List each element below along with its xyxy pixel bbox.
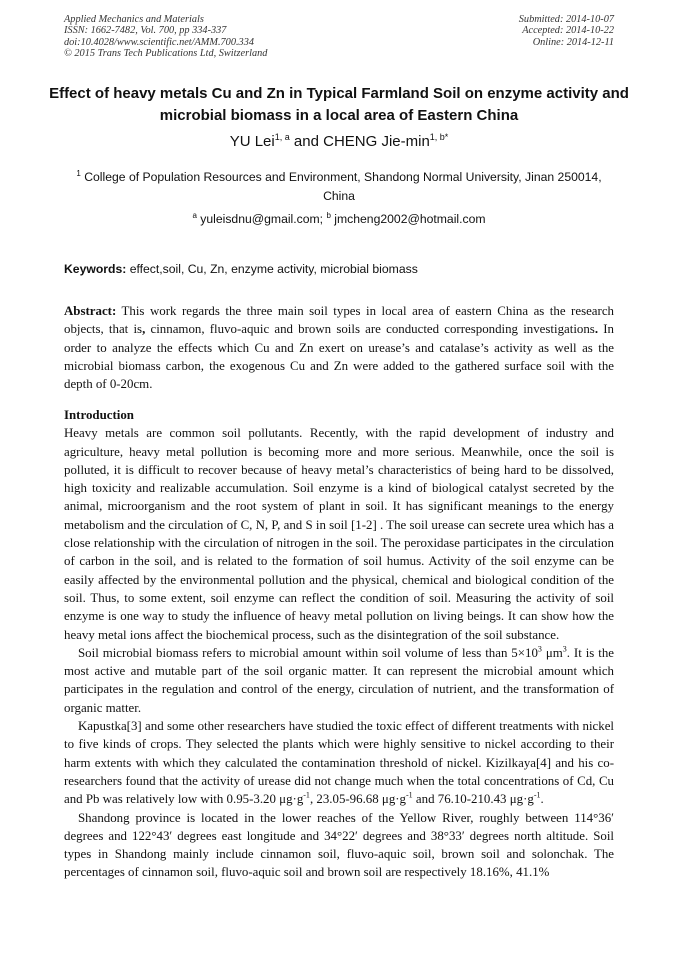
introduction-section [64, 406, 614, 882]
p3-sup-2: -1 [406, 790, 413, 800]
abstract-period: . [594, 322, 599, 337]
author-emails [0, 211, 678, 227]
p3-text-d: . [540, 792, 544, 807]
author-2: CHENG Jie-min [323, 133, 430, 150]
introduction-heading: Introduction [64, 408, 134, 422]
copyright-line: © 2015 Trans Tech Publications Ltd, Switzerland [64, 48, 268, 60]
p3-sup-3: -1 [533, 790, 541, 800]
p3-text-a: Kapustka[3] and some other researchers have studied the toxic effect of different treatments with nickel to five kinds of crops. They selected the plants which were highly sensitive to nickel according to their harm extents with which they calculated the contamination threshold of nickel. Kizilkaya[4] and his co-researchers found that the activity of urease did not change much when the total concentrations of Cd, Cu and Pb was relatively low with 0.95-3.20 μg·g [64, 719, 614, 807]
paper-title: Effect of heavy metals Cu and Zn in Typical Farmland Soil on enzyme activity and microbial biomass in a local area of Eastern China [49, 85, 629, 124]
intro-paragraph-4: Shandong province is located in the lower reaches of the Yellow River, roughly between 114°36′ degrees and 122°43′ degrees east longitude and 34°22′ degrees and 38°33′ degrees north altitude. Soil types in Shandong mainly include cinnamon soil, fluvo-aquic soil, brown soil and solonchak. The percentages of cinnamon soil, fluvo-aquic soil and brown soil are respectively 18.16%, 41.1% [64, 810, 614, 880]
abstract [64, 302, 614, 393]
intro-paragraph-1: Heavy metals are common soil pollutants. Recently, with the rapid development of industry and agriculture, heavy metal pollution is becoming more and more serious. Meanwhile, once the soil is polluted, it is difficult to recover because of heavy metal’s characteristics of being hard to be dissolved, high toxicity and realizable accumulation. Soil enzyme is a kind of biological catalyst secreted by the animal, microorganism and the root system of plant in soil. It has significant meanings to the energy metabolism and the circulation of C, N, P, and S in soil [1-2] . The soil urease can secrete urea which has a close relationship with the circulation of nitrogen in the soil. The peroxidase participates in the circulation of carbon in the soil, and is related to the formation of soil humus. Activity of the soil enzyme can be easily affected by the environmental pollution and the physical, chemical and biological condition of the soil. Thus, to some extent, soil enzyme can reflect the condition of soil. Measuring the activity of soil enzyme is one way to study the influence of heavy metal pollution on living beings. It can show how the heavy metal ions affect the biochemical process, such as the disintegration of the soil substance. [64, 426, 614, 642]
author-1-affil-mark: 1, a [274, 132, 290, 142]
online-date: Online: 2014-12-11 [532, 36, 614, 48]
keywords-text: effect,soil, Cu, Zn, enzyme activity, microbial biomass [126, 262, 418, 276]
author-joiner: and [289, 133, 324, 150]
p3-sup-1: -1 [303, 790, 310, 800]
journal-name: Applied Mechanics and Materials [64, 14, 204, 25]
doi-line: doi:10.4028/www.scientific.net/AMM.700.334 [64, 36, 254, 48]
p3-text-b: , 23.05-96.68 μg·g [309, 792, 407, 807]
author-1: YU Lei [229, 133, 275, 150]
email-a: yuleisdnu@gmail.com; [196, 212, 327, 226]
journal-info [64, 14, 267, 60]
author-2-affil-mark: 1, b* [429, 132, 449, 142]
p2-sup-1: 3 [537, 644, 542, 654]
p3-text-c: and 76.10-210.43 μg·g [412, 792, 534, 807]
submission-dates [519, 14, 614, 48]
email-a-mark: a [192, 210, 197, 220]
issn-line: ISSN: 1662-7482, Vol. 700, pp 334-337 [64, 25, 227, 37]
intro-paragraph-3 [64, 717, 614, 808]
email-b: jmcheng2002@hotmail.com [330, 212, 486, 226]
accepted-date: Accepted: 2014-10-22 [522, 25, 614, 37]
affiliation-mark: 1 [76, 168, 81, 178]
abstract-comma: , [142, 322, 146, 337]
author-list [0, 132, 678, 152]
abstract-paragraph [64, 302, 614, 393]
abstract-text-2: cinnamon, fluvo-aquic and brown soils are conducted corresponding investigations [145, 322, 595, 337]
p2-text-c: . It is the most active and mutable part of the soil organic matter. It can represent the microbial amount which participates in the regulation and control of the energy, circulation of nutrient, and the transformation of organic matter. [64, 645, 614, 715]
email-b-mark: b [326, 210, 331, 220]
p2-text-b: μm [541, 645, 563, 660]
keywords-label: Keywords: [64, 262, 127, 276]
submitted-date: Submitted: 2014-10-07 [518, 14, 614, 25]
affiliation-text: College of Population Resources and Environment, Shandong Normal University, Jinan 250014, China [80, 170, 602, 203]
intro-paragraph-2 [64, 644, 614, 717]
abstract-text-1: This work regards the three main soil types in local area of eastern China as the research objects, that is [64, 304, 614, 337]
keywords [64, 261, 614, 277]
p2-text-a: Soil microbial biomass refers to microbial amount within soil volume of less than 5×10 [78, 645, 538, 660]
affiliation [64, 168, 614, 206]
abstract-label: Abstract: [64, 304, 117, 318]
p2-sup-2: 3 [562, 644, 567, 654]
abstract-text-3: In order to analyze the effects which Cu and Zn exert on urease’s and catalase’s activity as well as the microbial biomass carbon, the exogenous Cu and Zn were added to the gathered surface soil with the depth of 0-20cm. [64, 322, 614, 392]
